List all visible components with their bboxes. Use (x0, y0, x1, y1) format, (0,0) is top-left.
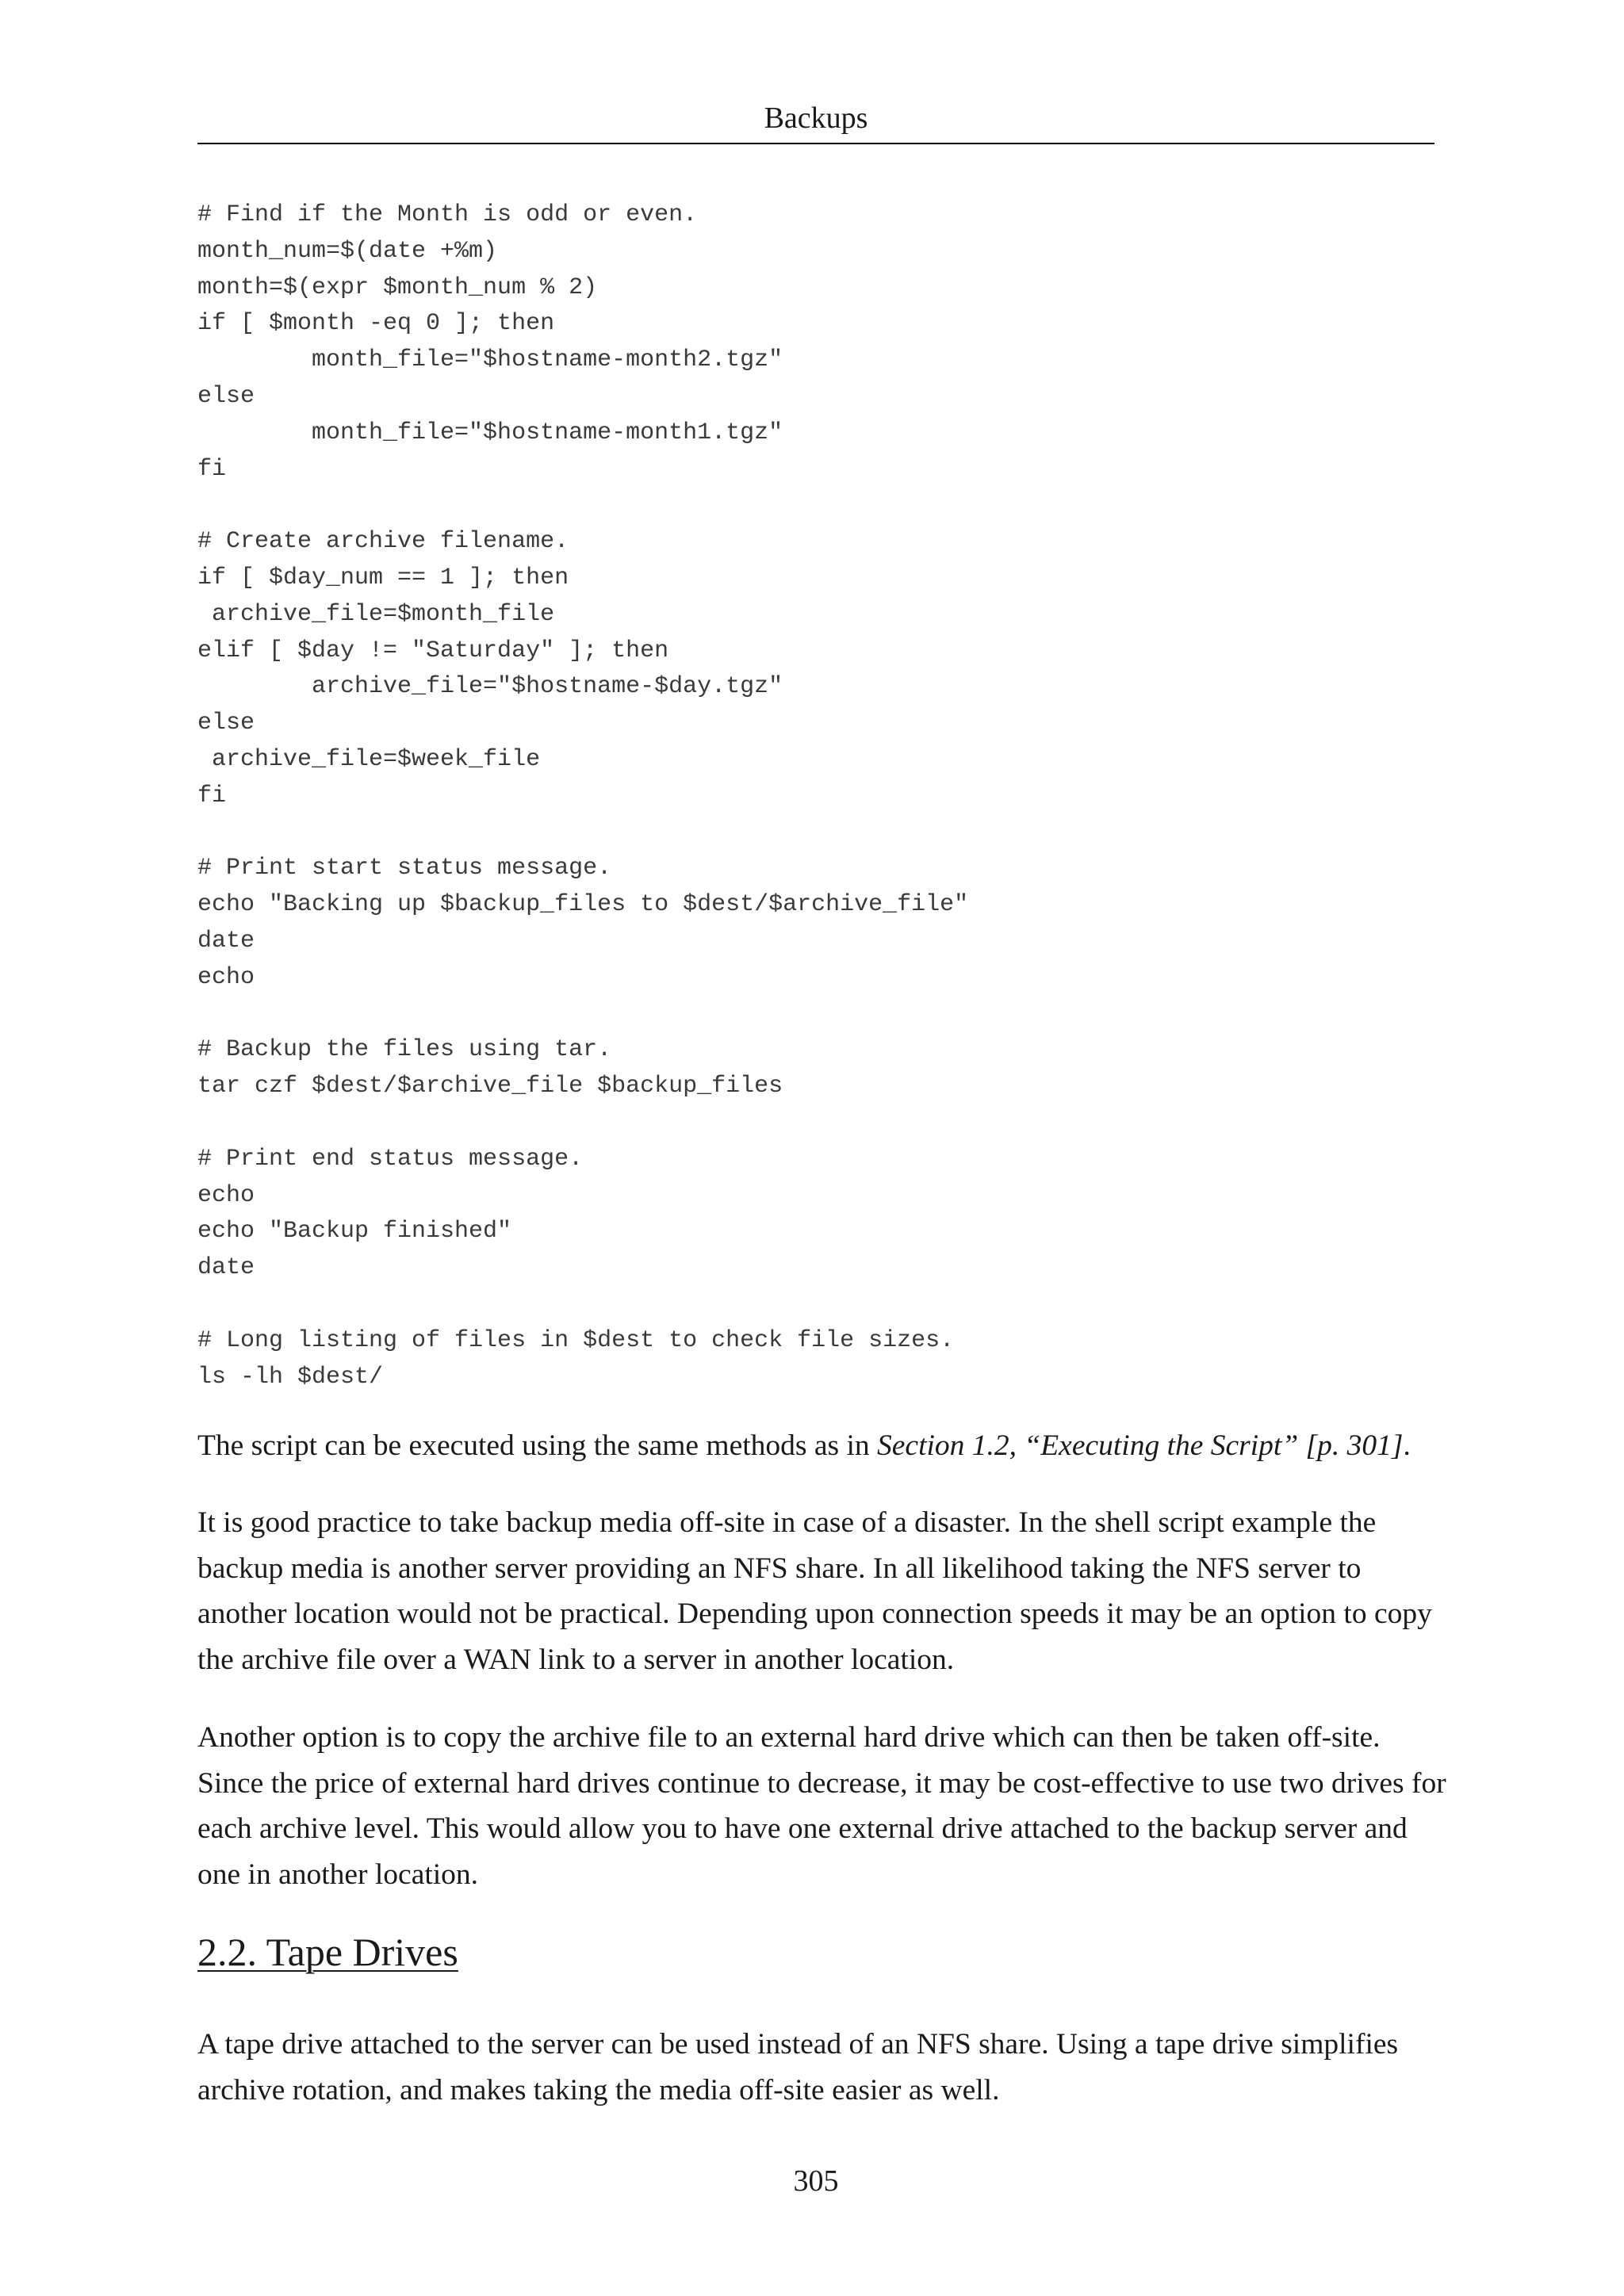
code-line: # Print start status message. (197, 855, 612, 882)
code-line: # Print end status message. (197, 1145, 584, 1173)
paragraph-offsite-backup: It is good practice to take backup media off-site in case of a disaster. In the shell script example the backup media is another server providing an NFS share. In all likelihood taking the NFS server to another location would not be practical. Depending upon connection speeds it may be an option to copy the archive file over a WAN link to a server in another location. (197, 1506, 1432, 1676)
code-line: if [ $day_num == 1 ]; then (197, 564, 569, 591)
code-line: date (197, 1254, 255, 1282)
code-line: echo (197, 1181, 255, 1209)
code-line: # Backup the files using tar. (197, 1036, 612, 1064)
section-cross-reference[interactable]: Section 1.2, “Executing the Script” [p. 301] (877, 1429, 1404, 1462)
code-line: tar czf $dest/$archive_file $backup_files (197, 1073, 783, 1100)
code-line: month_file="$hostname-month1.tgz" (197, 419, 783, 446)
paragraph-external-drive: Another option is to copy the archive file to an external hard drive which can then be taken off-site. Since the price of external hard drives continue to decrease, it may be cost-effective to use two drives for each archive level. This would allow you to have one external drive attached to the backup server and one in another location. (197, 1721, 1446, 1891)
paragraph-text-end: . (1403, 1429, 1411, 1462)
code-line: # Long listing of files in $dest to check file sizes. (197, 1326, 955, 1354)
code-line: # Find if the Month is odd or even. (197, 201, 698, 228)
paragraph-execute-script (197, 1423, 1450, 1469)
code-line: archive_file="$hostname-$day.tgz" (197, 673, 783, 701)
code-line: month_file="$hostname-month2.tgz" (197, 346, 783, 374)
code-line: echo "Backing up $backup_files to $dest/$archive_file" (197, 891, 969, 919)
code-line: else (197, 382, 255, 410)
code-line: echo (197, 963, 255, 991)
code-block (197, 197, 1434, 1395)
paragraph-tape-drive: A tape drive attached to the server can be used instead of an NFS share. Using a tape drive simplifies archive rotation, and makes taking the media off-site easier as well. (197, 2028, 1399, 2107)
header-divider (197, 143, 1434, 144)
code-line: archive_file=$month_file (197, 600, 555, 628)
code-line: if [ $month -eq 0 ]; then (197, 310, 555, 338)
code-line: month_num=$(date +%m) (197, 237, 498, 265)
code-line: elif [ $day != "Saturday" ]; then (197, 637, 669, 664)
code-line: else (197, 710, 255, 737)
section-heading-tape-drives[interactable]: 2.2. Tape Drives (197, 1930, 458, 1974)
code-line: month=$(expr $month_num % 2) (197, 274, 598, 301)
code-line: date (197, 927, 255, 955)
code-line: fi (197, 782, 227, 809)
code-line: archive_file=$week_file (197, 745, 541, 773)
paragraph-text: The script can be executed using the same methods as in (197, 1429, 878, 1462)
running-header: Backups (764, 101, 868, 135)
code-line: ls -lh $dest/ (197, 1363, 384, 1391)
page-number: 305 (793, 2164, 839, 2198)
code-line: fi (197, 455, 227, 483)
code-line: echo "Backup finished" (197, 1218, 512, 1246)
code-line: # Create archive filename. (197, 528, 569, 556)
